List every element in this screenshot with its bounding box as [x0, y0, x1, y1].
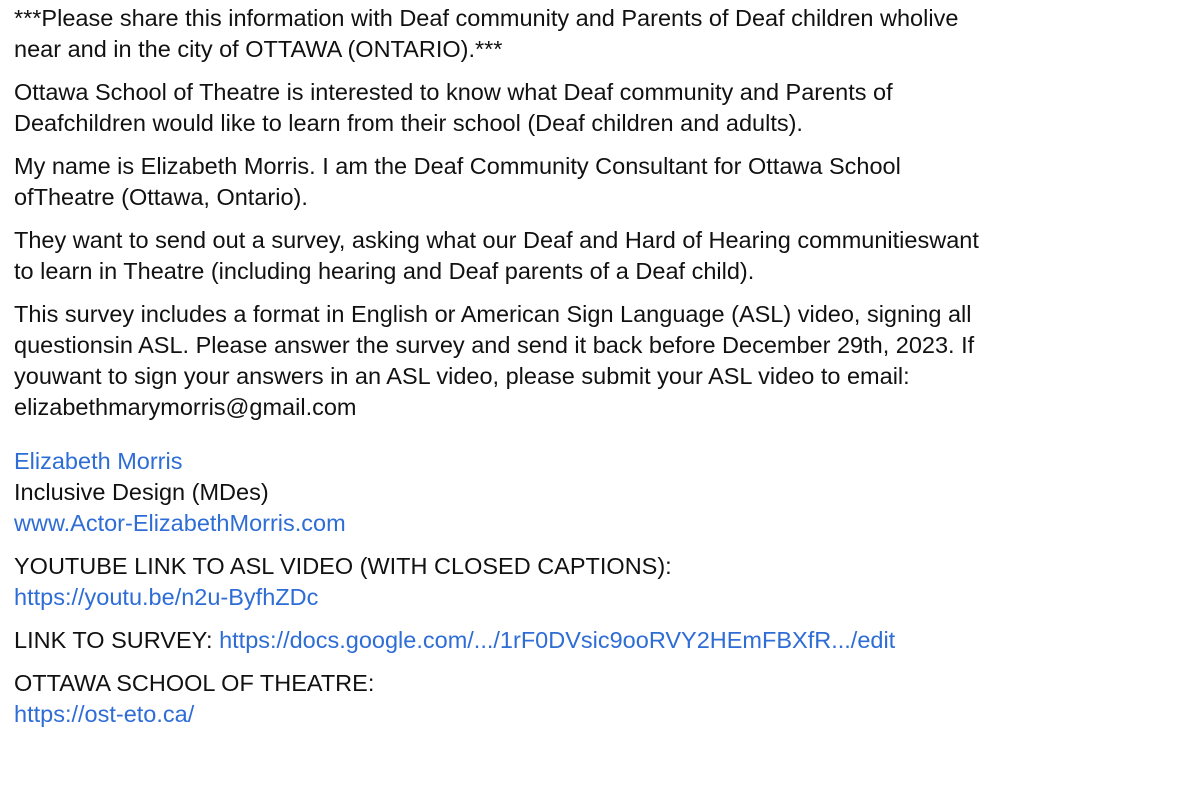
share-notice-paragraph: ***Please share this information with Deaf community and Parents of Deaf children wholive near and in the city of OTTAWA (ONTARIO).***: [14, 5, 959, 62]
survey-purpose-paragraph: They want to send out a survey, asking what our Deaf and Hard of Hearing communitieswant to learn in Theatre (including hearing and Deaf parents of a Deaf child).: [14, 227, 979, 284]
youtube-link[interactable]: https://youtu.be/n2u-ByfhZDc: [14, 584, 319, 610]
signature-block: [14, 446, 1200, 539]
school-label: OTTAWA SCHOOL OF THEATRE:: [14, 670, 375, 696]
author-name-link[interactable]: Elizabeth Morris: [14, 448, 183, 474]
survey-format-paragraph: This survey includes a format in English or American Sign Language (ASL) video, signing all questionsin ASL. Please answer the survey and send it back before December 29th, 2023. If youwant to sign your answers in an ASL video, please submit your ASL video to email: elizabethmarymorris@gmail.com: [14, 301, 975, 420]
author-title: Inclusive Design (MDes): [14, 479, 269, 505]
school-interest-paragraph: Ottawa School of Theatre is interested to know what Deaf community and Parents of Deafchildren would like to learn from their school (Deaf children and adults).: [14, 79, 893, 136]
author-website-link[interactable]: www.Actor-ElizabethMorris.com: [14, 510, 346, 536]
survey-section: [14, 625, 1200, 656]
youtube-section: [14, 551, 1200, 613]
survey-label: LINK TO SURVEY:: [14, 627, 220, 653]
school-section: [14, 668, 1200, 730]
introduction-paragraph: My name is Elizabeth Morris. I am the Deaf Community Consultant for Ottawa School ofTheatre (Ottawa, Ontario).: [14, 153, 901, 210]
school-website-link[interactable]: https://ost-eto.ca/: [14, 701, 195, 727]
youtube-label: YOUTUBE LINK TO ASL VIDEO (WITH CLOSED CAPTIONS):: [14, 553, 672, 579]
survey-link[interactable]: https://docs.google.com/.../1rF0DVsic9ooRVY2HEmFBXfR.../edit: [219, 627, 896, 653]
